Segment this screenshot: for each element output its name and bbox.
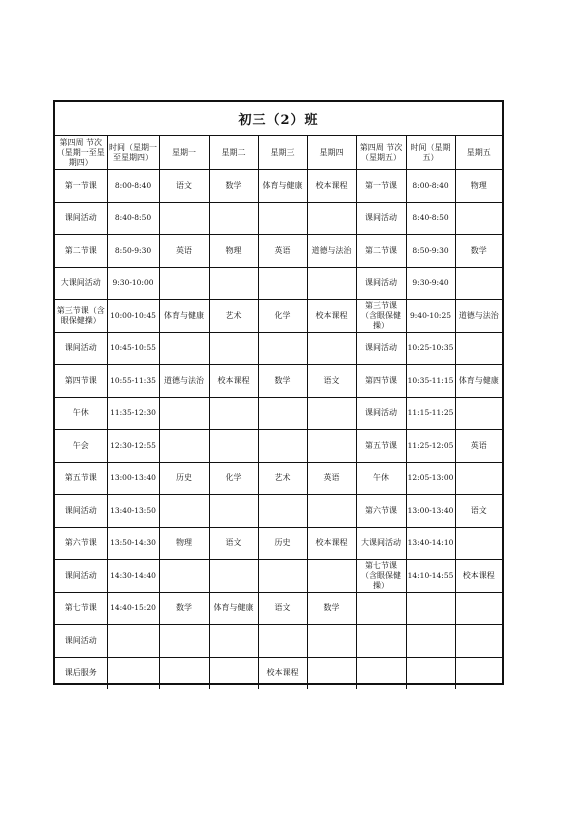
friday-cell: 语文 (455, 495, 502, 528)
tuesday-cell (209, 495, 258, 528)
time-cell: 13:00-13:40 (107, 462, 159, 495)
time-cell: 10:55-11:35 (107, 365, 159, 398)
period-cell: 午休 (55, 397, 107, 430)
period-cell: 课间活动 (55, 560, 107, 593)
friday-time-cell: 12:05-13:00 (406, 462, 455, 495)
table-row (55, 332, 502, 365)
table-row (55, 170, 502, 203)
friday-period-cell (356, 657, 406, 689)
tuesday-cell (209, 560, 258, 593)
friday-period-cell: 第五节课 (356, 430, 406, 463)
friday-period-cell: 第二节课 (356, 235, 406, 268)
column-header: 时间（星期五） (406, 136, 455, 170)
friday-period-cell: 第四节课 (356, 365, 406, 398)
friday-cell (455, 332, 502, 365)
friday-time-cell: 9:30-9:40 (406, 267, 455, 300)
tuesday-cell: 化学 (209, 462, 258, 495)
tuesday-cell: 艺术 (209, 300, 258, 333)
table-row (55, 300, 502, 333)
monday-cell (159, 430, 209, 463)
friday-time-cell: 8:00-8:40 (406, 170, 455, 203)
time-cell: 14:40-15:20 (107, 592, 159, 625)
friday-cell: 数学 (455, 235, 502, 268)
monday-cell (159, 202, 209, 235)
monday-cell: 数学 (159, 592, 209, 625)
tuesday-cell (209, 657, 258, 689)
monday-cell: 物理 (159, 527, 209, 560)
table-row (55, 657, 502, 689)
timetable-sheet (53, 100, 504, 685)
period-cell: 第二节课 (55, 235, 107, 268)
friday-time-cell (406, 657, 455, 689)
wednesday-cell (258, 560, 307, 593)
thursday-cell (307, 495, 356, 528)
friday-cell: 物理 (455, 170, 502, 203)
wednesday-cell (258, 495, 307, 528)
wednesday-cell (258, 202, 307, 235)
friday-period-cell: 课间活动 (356, 397, 406, 430)
friday-time-cell: 10:35-11:15 (406, 365, 455, 398)
tuesday-cell: 体育与健康 (209, 592, 258, 625)
column-header: 时间（星期一至星期四） (107, 136, 159, 170)
friday-time-cell: 13:40-14:10 (406, 527, 455, 560)
wednesday-cell: 历史 (258, 527, 307, 560)
timetable (55, 136, 502, 689)
table-row (55, 202, 502, 235)
monday-cell: 道德与法治 (159, 365, 209, 398)
tuesday-cell (209, 397, 258, 430)
column-header: 第四周 节次（星期五） (356, 136, 406, 170)
timetable-title: 初三（2）班 (55, 102, 502, 136)
friday-cell (455, 202, 502, 235)
friday-time-cell: 11:25-12:05 (406, 430, 455, 463)
period-cell: 课间活动 (55, 495, 107, 528)
period-cell: 第四节课 (55, 365, 107, 398)
friday-cell (455, 592, 502, 625)
period-cell: 第六节课 (55, 527, 107, 560)
tuesday-cell (209, 332, 258, 365)
wednesday-cell: 化学 (258, 300, 307, 333)
time-cell: 11:35-12:30 (107, 397, 159, 430)
column-header: 第四周 节次（星期一至星期四） (55, 136, 107, 170)
thursday-cell (307, 657, 356, 689)
monday-cell (159, 495, 209, 528)
thursday-cell: 校本课程 (307, 170, 356, 203)
thursday-cell: 英语 (307, 462, 356, 495)
friday-cell: 校本课程 (455, 560, 502, 593)
column-header: 星期五 (455, 136, 502, 170)
time-cell: 10:00-10:45 (107, 300, 159, 333)
period-cell: 第五节课 (55, 462, 107, 495)
friday-period-cell: 午休 (356, 462, 406, 495)
friday-time-cell: 14:10-14:55 (406, 560, 455, 593)
monday-cell (159, 657, 209, 689)
tuesday-cell: 物理 (209, 235, 258, 268)
wednesday-cell: 校本课程 (258, 657, 307, 689)
friday-cell (455, 527, 502, 560)
thursday-cell: 道德与法治 (307, 235, 356, 268)
thursday-cell (307, 267, 356, 300)
table-row (55, 462, 502, 495)
table-row (55, 625, 502, 658)
friday-time-cell: 13:00-13:40 (406, 495, 455, 528)
tuesday-cell (209, 430, 258, 463)
wednesday-cell (258, 430, 307, 463)
thursday-cell: 校本课程 (307, 300, 356, 333)
friday-cell: 英语 (455, 430, 502, 463)
friday-cell (455, 657, 502, 689)
monday-cell (159, 332, 209, 365)
friday-cell (455, 267, 502, 300)
tuesday-cell: 数学 (209, 170, 258, 203)
period-cell: 课间活动 (55, 202, 107, 235)
wednesday-cell (258, 267, 307, 300)
thursday-cell (307, 397, 356, 430)
friday-cell: 道德与法治 (455, 300, 502, 333)
monday-cell (159, 397, 209, 430)
header-row (55, 136, 502, 170)
thursday-cell (307, 332, 356, 365)
monday-cell: 体育与健康 (159, 300, 209, 333)
time-cell (107, 657, 159, 689)
time-cell: 9:30-10:00 (107, 267, 159, 300)
friday-period-cell: 第七节课（含眼保健操） (356, 560, 406, 593)
table-row (55, 527, 502, 560)
friday-cell (455, 462, 502, 495)
time-cell: 13:40-13:50 (107, 495, 159, 528)
friday-period-cell (356, 592, 406, 625)
monday-cell (159, 560, 209, 593)
period-cell: 课间活动 (55, 625, 107, 658)
period-cell: 第七节课 (55, 592, 107, 625)
friday-time-cell (406, 625, 455, 658)
period-cell: 午会 (55, 430, 107, 463)
thursday-cell: 数学 (307, 592, 356, 625)
wednesday-cell (258, 625, 307, 658)
monday-cell: 英语 (159, 235, 209, 268)
time-cell: 8:00-8:40 (107, 170, 159, 203)
wednesday-cell: 语文 (258, 592, 307, 625)
time-cell: 14:30-14:40 (107, 560, 159, 593)
wednesday-cell: 数学 (258, 365, 307, 398)
column-header: 星期二 (209, 136, 258, 170)
friday-time-cell: 8:40-8:50 (406, 202, 455, 235)
time-cell: 12:30-12:55 (107, 430, 159, 463)
tuesday-cell: 校本课程 (209, 365, 258, 398)
period-cell: 课后服务 (55, 657, 107, 689)
time-cell: 13:50-14:30 (107, 527, 159, 560)
wednesday-cell: 艺术 (258, 462, 307, 495)
monday-cell: 历史 (159, 462, 209, 495)
friday-cell (455, 625, 502, 658)
tuesday-cell (209, 625, 258, 658)
wednesday-cell (258, 397, 307, 430)
friday-period-cell (356, 625, 406, 658)
thursday-cell (307, 560, 356, 593)
column-header: 星期四 (307, 136, 356, 170)
time-cell: 8:40-8:50 (107, 202, 159, 235)
table-row (55, 365, 502, 398)
table-row (55, 267, 502, 300)
friday-period-cell: 课间活动 (356, 267, 406, 300)
time-cell: 10:45-10:55 (107, 332, 159, 365)
friday-cell: 体育与健康 (455, 365, 502, 398)
friday-period-cell: 第六节课 (356, 495, 406, 528)
column-header: 星期三 (258, 136, 307, 170)
friday-time-cell: 8:50-9:30 (406, 235, 455, 268)
wednesday-cell: 英语 (258, 235, 307, 268)
friday-time-cell: 10:25-10:35 (406, 332, 455, 365)
friday-period-cell: 课间活动 (356, 202, 406, 235)
thursday-cell (307, 625, 356, 658)
friday-period-cell: 第三节课（含眼保健操） (356, 300, 406, 333)
table-row (55, 235, 502, 268)
time-cell: 8:50-9:30 (107, 235, 159, 268)
monday-cell: 语文 (159, 170, 209, 203)
friday-period-cell: 第一节课 (356, 170, 406, 203)
period-cell: 第三节课（含眼保健操） (55, 300, 107, 333)
tuesday-cell (209, 267, 258, 300)
table-row (55, 592, 502, 625)
period-cell: 大课间活动 (55, 267, 107, 300)
friday-cell (455, 397, 502, 430)
thursday-cell (307, 202, 356, 235)
monday-cell (159, 625, 209, 658)
tuesday-cell: 语文 (209, 527, 258, 560)
tuesday-cell (209, 202, 258, 235)
friday-period-cell: 大课间活动 (356, 527, 406, 560)
thursday-cell: 校本课程 (307, 527, 356, 560)
period-cell: 课间活动 (55, 332, 107, 365)
wednesday-cell: 体育与健康 (258, 170, 307, 203)
table-row (55, 430, 502, 463)
wednesday-cell (258, 332, 307, 365)
time-cell (107, 625, 159, 658)
thursday-cell (307, 430, 356, 463)
table-row (55, 495, 502, 528)
table-row (55, 560, 502, 593)
thursday-cell: 语文 (307, 365, 356, 398)
friday-time-cell (406, 592, 455, 625)
table-row (55, 397, 502, 430)
column-header: 星期一 (159, 136, 209, 170)
friday-time-cell: 11:15-11:25 (406, 397, 455, 430)
monday-cell (159, 267, 209, 300)
period-cell: 第一节课 (55, 170, 107, 203)
friday-period-cell: 课间活动 (356, 332, 406, 365)
friday-time-cell: 9:40-10:25 (406, 300, 455, 333)
